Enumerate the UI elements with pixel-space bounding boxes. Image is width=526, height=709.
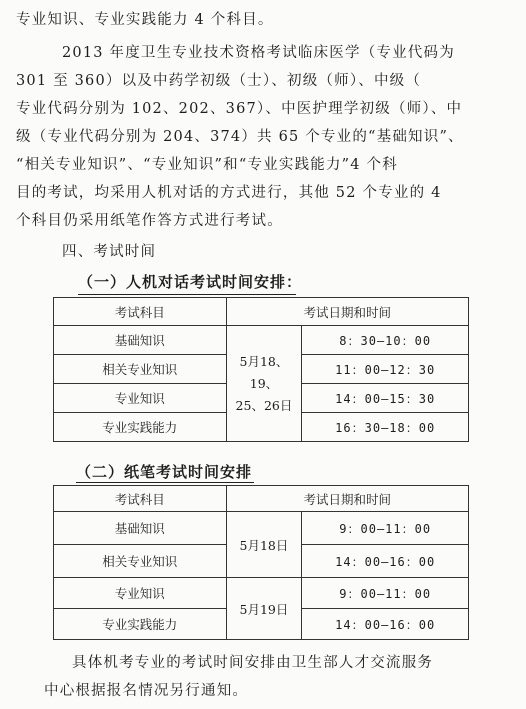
paragraph-line: 级（专业代码分别为 204、374）共 65 个专业的“基础知识”、	[16, 129, 464, 145]
date-cell: 5月18日	[226, 512, 302, 578]
table2	[53, 485, 469, 640]
subject-cell: 基础知识	[54, 326, 227, 355]
table-row	[54, 512, 469, 545]
subject-cell: 基础知识	[54, 512, 227, 545]
header-subject: 考试科目	[54, 486, 227, 512]
paragraph-line: “相关专业知识”、“专业知识”和“专业实践能力”4 个科	[16, 157, 398, 173]
heading-underline	[76, 482, 254, 483]
table2-heading: （二）纸笔考试时间安排	[76, 463, 253, 481]
paragraph-line: 目的考试，均采用人机对话的方式进行，其他 52 个专业的 4	[16, 185, 442, 201]
paragraph-line: 301 至 360）以及中药学初级（士）、初级（师）、中级（	[16, 73, 422, 89]
time-cell: 9：00—11：00	[302, 512, 469, 545]
heading-underline	[78, 294, 296, 295]
paragraph-line: 具体机考专业的考试时间安排由卫生部人才交流服务	[72, 655, 434, 671]
subject-cell: 专业实践能力	[54, 413, 227, 442]
paragraph-line: 中心根据报名情况另行通知。	[44, 683, 249, 699]
subject-cell: 专业知识	[54, 578, 227, 609]
subject-cell: 专业知识	[54, 384, 227, 413]
subject-cell: 相关专业知识	[54, 355, 227, 384]
table-row	[54, 326, 469, 355]
subject-cell: 相关专业知识	[54, 545, 227, 578]
time-cell: 8：30—10：00	[302, 326, 469, 355]
header-datetime: 考试日期和时间	[226, 298, 468, 326]
time-cell: 14：00—16：00	[302, 545, 469, 578]
table1-heading: （一）人机对话考试时间安排：	[78, 273, 303, 291]
time-cell: 14：00—16：00	[302, 609, 469, 640]
date-cell	[226, 326, 302, 442]
time-cell: 14：00—15：30	[302, 384, 469, 413]
paragraph-line: 个科目仍采用纸笔作答方式进行考试。	[16, 213, 283, 229]
table-header-row	[54, 486, 469, 512]
table-header-row	[54, 298, 469, 326]
paragraph-line: 专业代码分别为 102、202、367）、中医护理学初级（师）、中	[16, 101, 463, 117]
time-cell: 16：30—18：00	[302, 413, 469, 442]
header-subject: 考试科目	[54, 298, 227, 326]
paragraph-line: 专业知识、专业实践能力 4 个科目。	[16, 12, 274, 28]
time-cell: 9：00—11：00	[302, 578, 469, 609]
date-cell: 5月19日	[226, 578, 302, 640]
time-cell: 11：00—12：30	[302, 355, 469, 384]
table1	[53, 297, 469, 442]
subject-cell: 专业实践能力	[54, 609, 227, 640]
date-line: 25、26日	[235, 397, 293, 413]
paragraph-line: 2013 年度卫生专业技术资格考试临床医学（专业代码为	[62, 45, 455, 61]
header-datetime: 考试日期和时间	[226, 486, 468, 512]
section-heading: 四、考试时间	[62, 244, 157, 260]
date-line: 5月18、19、	[239, 353, 289, 391]
table-row	[54, 578, 469, 609]
